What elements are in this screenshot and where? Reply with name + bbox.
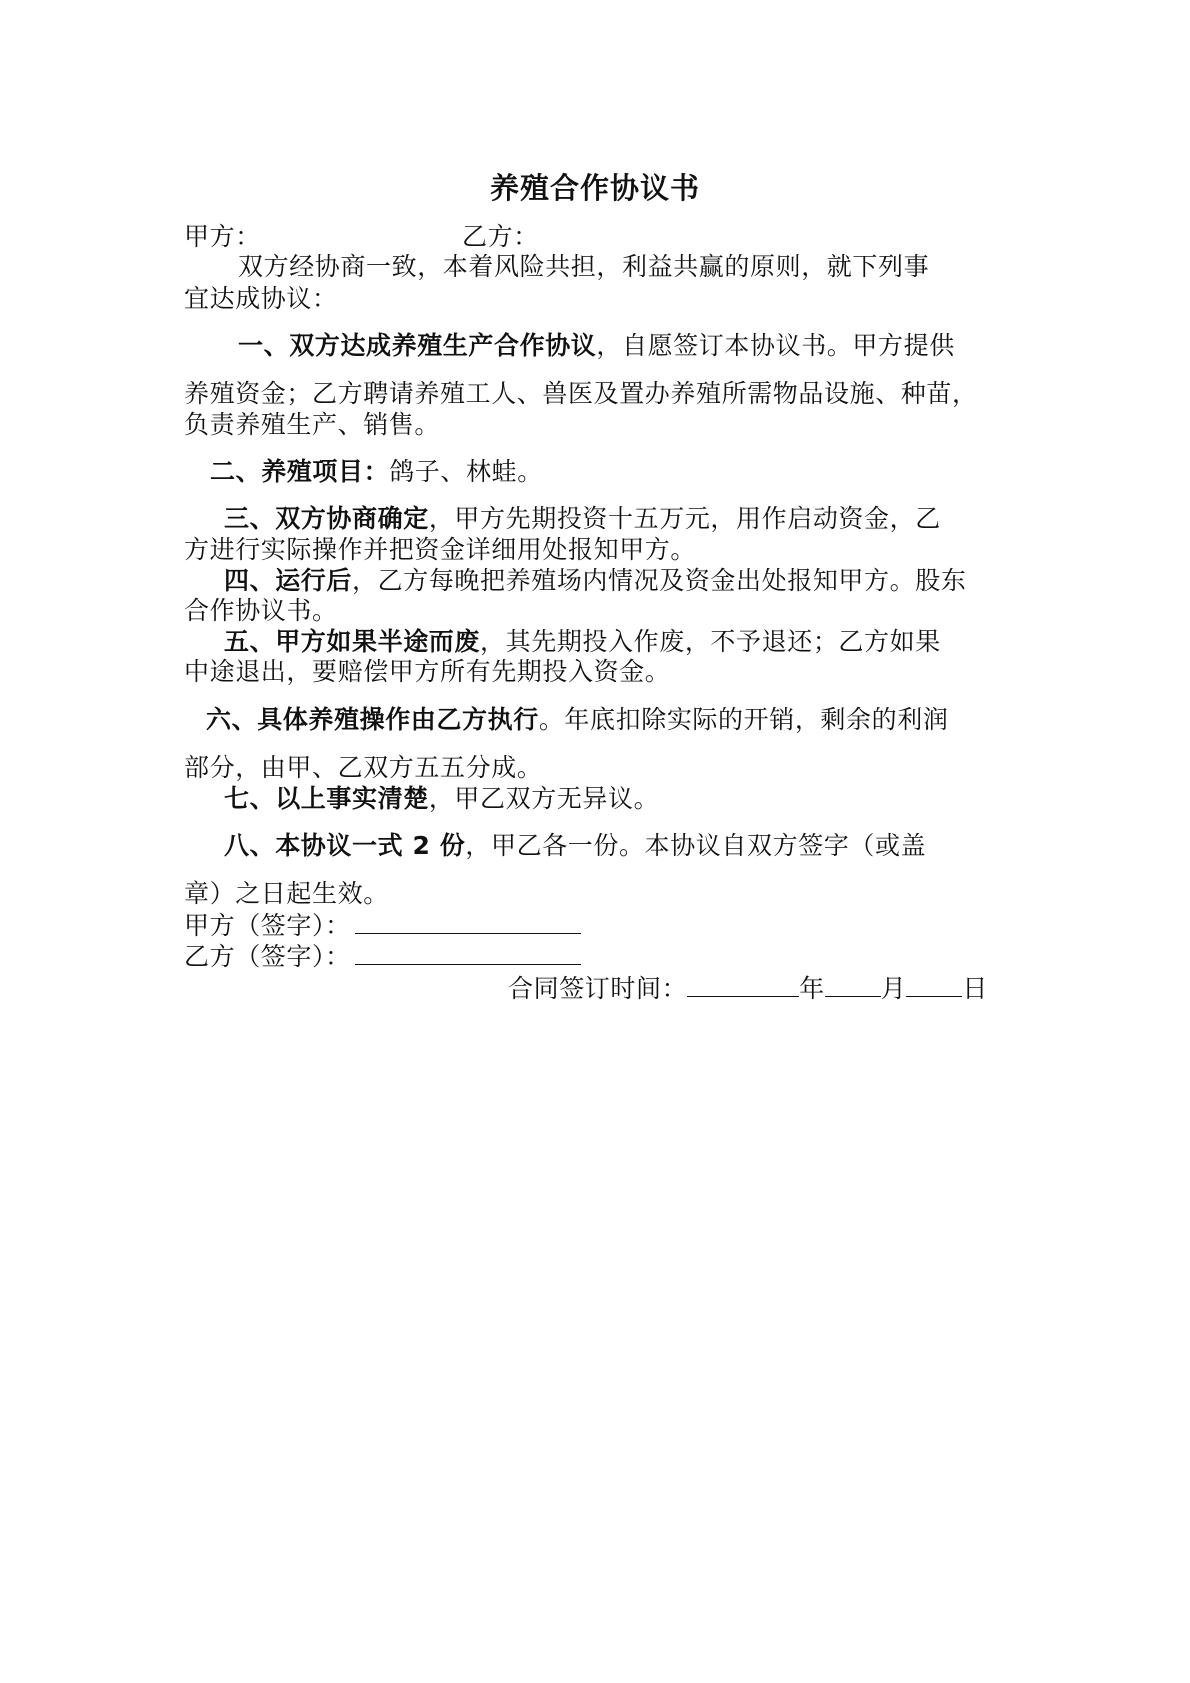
clause-8-line-1 <box>224 831 926 861</box>
clause-2-text: 鸽子、林蛙。 <box>389 457 543 486</box>
month-label: 月 <box>880 974 907 1003</box>
clause-5-heading: 五、甲方如果半途而废 <box>224 627 481 656</box>
clause-3-text: ，甲方先期投资十五万元，用作启动资金，乙 <box>428 504 941 533</box>
clause-7-line-1 <box>224 784 659 814</box>
intro-line-2: 宜达成协议： <box>184 284 338 313</box>
clause-5-line-2: 中途退出，要赔偿甲方所有先期投入资金。 <box>184 657 671 686</box>
party-a-label: 甲方： <box>184 222 261 251</box>
clause-7-text: ，甲乙双方无异议。 <box>428 784 660 813</box>
clause-2-heading: 二、养殖项目： <box>210 457 390 486</box>
year-label: 年 <box>799 974 825 1003</box>
clause-4-line-1 <box>224 566 966 596</box>
clause-6-line-1 <box>206 705 948 735</box>
party-a-signature-blank[interactable] <box>355 911 581 934</box>
day-blank[interactable] <box>906 974 962 997</box>
clause-3-line-1 <box>224 504 941 534</box>
signing-date-line <box>508 974 988 1004</box>
party-b-signature-line <box>184 942 581 972</box>
clause-8-text: ，甲乙各一份。本协议自双方签字（或盖 <box>465 831 927 860</box>
clause-3-line-2: 方进行实际操作并把资金详细用处报知甲方。 <box>184 535 697 564</box>
clause-4-line-2: 合作协议书。 <box>184 596 338 625</box>
document-title: 养殖合作协议书 <box>489 171 700 205</box>
clause-8-heading: 八、本协议一式 2 份 <box>224 831 466 860</box>
party-b-signature-label: 乙方（签字）： <box>184 942 351 971</box>
parties-line <box>184 222 539 252</box>
clause-1-line-2: 养殖资金；乙方聘请养殖工人、兽医及置办养殖所需物品设施、种苗， <box>184 379 978 408</box>
party-b-label: 乙方： <box>462 222 539 251</box>
clause-5-text: ，其先期投入作废，不予退还；乙方如果 <box>480 627 941 656</box>
clause-4-text: ，乙方每晚把养殖场内情况及资金出处报知甲方。股东 <box>352 566 967 595</box>
clause-4-heading: 四、运行后 <box>224 566 353 595</box>
signing-date-label: 合同签订时间： <box>508 974 688 1003</box>
party-a-signature-label: 甲方（签字）： <box>184 911 351 940</box>
clause-1-line-3: 负责养殖生产、销售。 <box>184 410 441 439</box>
clause-2-line-1 <box>210 457 543 487</box>
party-a-signature-line <box>184 911 581 941</box>
clause-3-heading: 三、双方协商确定 <box>224 504 429 533</box>
year-blank[interactable] <box>687 974 799 997</box>
clause-1-line-1 <box>238 331 955 361</box>
clause-5-line-1 <box>224 627 941 657</box>
clause-8-line-2: 章）之日起生效。 <box>184 879 389 908</box>
clause-6-line-2: 部分，由甲、乙双方五五分成。 <box>184 753 543 782</box>
clause-1-heading: 一、双方达成养殖生产合作协议 <box>238 331 597 360</box>
clause-6-heading: 六、具体养殖操作由乙方执行 <box>206 705 539 734</box>
month-blank[interactable] <box>825 974 881 997</box>
clause-6-text: 。年底扣除实际的开销，剩余的利润 <box>538 705 949 734</box>
intro-line-1: 双方经协商一致，本着风险共担，利益共赢的原则，就下列事 <box>238 252 930 281</box>
day-label: 日 <box>962 974 989 1003</box>
clause-1-text: ，自愿签订本协议书。甲方提供 <box>596 331 955 360</box>
party-b-signature-blank[interactable] <box>355 942 581 965</box>
clause-7-heading: 七、以上事实清楚 <box>224 784 429 813</box>
